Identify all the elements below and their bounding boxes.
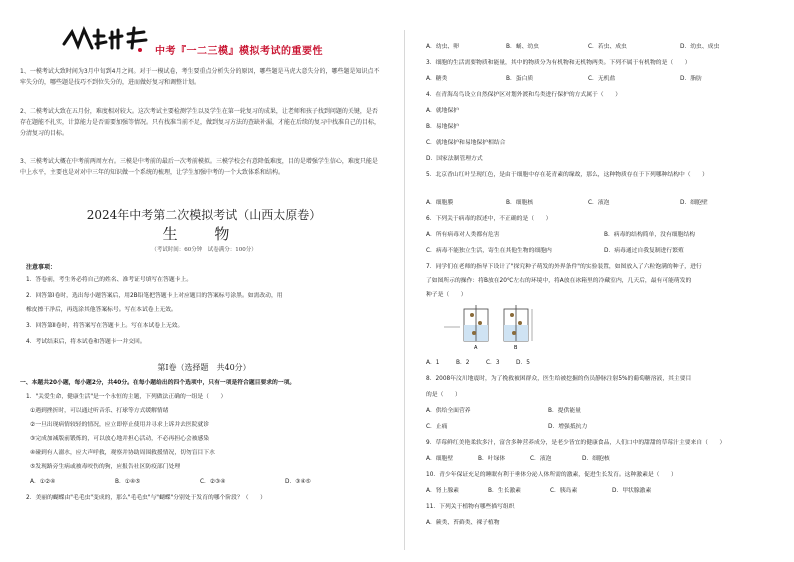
notice-heading: 注意事项：: [26, 264, 57, 271]
question-4: 4．在青海岛鸟设立自然保护区对划外渡和鸟类进行保护的方式属于（ ）: [426, 92, 621, 98]
q1-option-d[interactable]: D．③④⑤: [285, 479, 311, 485]
question-7-line: 了如图所示的操作：将B放在20℃左右的环境中，将A放在冰箱里的冷藏室内，几天后，最有可能萌发的: [426, 278, 692, 284]
q1-statement: ②一旦出现病情较轻的情况，应立即停止使用并寻求上诉并去医院就诊: [30, 422, 210, 428]
q7-option-d[interactable]: D．5: [516, 360, 530, 366]
section-description: 一、本题共20小题，每小题2分，共40分。在每小题给出的四个选项中，只有一项是符合题目要求的一项。: [20, 380, 296, 386]
question-5: 5．北京香山红叶呈现红色，是由于细胞中存在花青素的缘故，那么，这种物质存在于下列哪种结构中（ ）: [426, 172, 708, 178]
beaker-diagram-icon: [444, 303, 544, 351]
q6-option-c[interactable]: C．病毒不能独立生活，寄生在其他生物的细胞内: [426, 248, 552, 254]
q2-option-b[interactable]: B．蛹、幼虫: [506, 44, 539, 50]
q3-option-c[interactable]: C．无机盐: [588, 76, 616, 82]
q1-statement: ①遇到挫折时，可以通过听音乐、打球等方式缓解情绪: [30, 408, 169, 414]
q1-option-a[interactable]: A．①②④: [30, 479, 56, 485]
q7-option-a[interactable]: A．1: [426, 360, 440, 366]
seed-germination-figure: [444, 303, 544, 351]
question-8-line: 的是（ ）: [426, 392, 461, 398]
q1-option-b[interactable]: B．①④⑤: [115, 479, 141, 485]
question-7-line: 7．同学们在老师的指导下设计了"探究种子萌发的外界条件"的实验装置，如图放入了六粒饱满的种子，进行: [426, 264, 702, 270]
q5-option-a[interactable]: A．细胞膜: [426, 200, 454, 206]
question-6: 6．下列关于病毒的叙述中，不正确的是（ ）: [426, 216, 552, 222]
q4-option-b[interactable]: B．易地保护: [426, 124, 459, 130]
q10-option-d[interactable]: D．甲状腺激素: [612, 488, 652, 494]
question-9: 9．草莓鲜红美艳柔软多汁，富含多种营养成分，是老少皆宜的健康食品，人们口中的甜甜的草莓汁主要来自（ ）: [426, 440, 726, 446]
intro-paragraph-1: 1、一模考试大致时间为3月中旬到4月之间。对于一模试卷，考生要重点分析失分的原因，哪些题是马虎大意失分的，哪些题是知识点不牢失分的，哪些题是技巧不到位失分的，进而做好复习和调整计划。: [20, 68, 380, 86]
q9-option-c[interactable]: C．液泡: [530, 456, 552, 462]
q9-option-d[interactable]: D．细胞核: [582, 456, 610, 462]
question-8-line: 8．2008年汶川地震时，为了挽救被困群众，医生给被挖掘的伤员静脉注射5%的葡萄糖溶液，其主要目: [426, 376, 692, 382]
q7-option-c[interactable]: C．3: [486, 360, 500, 366]
subject-title: 生 物: [162, 225, 246, 243]
q8-option-c[interactable]: C．止痛: [426, 424, 448, 430]
q4-option-d[interactable]: D．国家法制管理方式: [426, 156, 483, 162]
column-divider: [404, 30, 405, 550]
question-10: 10．青少年保证充足的睡眠有利于垂体分泌人体所需的激素，促进生长发育。这种激素是（ ）: [426, 472, 677, 478]
q2-option-c[interactable]: C．若虫、成虫: [588, 44, 627, 50]
notice-item: 橡皮擦干净后，再选涂其他答案标号。写在本试卷上无效。: [26, 307, 177, 313]
q10-option-c[interactable]: C．胰岛素: [550, 488, 578, 494]
q1-statement: ③完成加减版前锻炼的，可以放心地并担心活动，不必再担心会被感染: [30, 436, 210, 442]
q2-option-d[interactable]: D．幼虫、成虫: [680, 44, 720, 50]
q4-option-c[interactable]: C．就地保护和易地保护相结合: [426, 140, 506, 146]
section-heading: 第Ⅰ卷（选择题 共40分）: [157, 363, 251, 372]
q1-statement: ⑤发现路旁生病或被毒咬伤的狗，应报告社区防疫部门处理: [30, 464, 181, 470]
notice-item: 4．考试结束后，将本试卷和答题卡一并交回。: [26, 339, 146, 345]
exam-meta: （考试时间：60分钟 试卷满分：100分）: [151, 247, 257, 253]
question-1: 1．"关爱生命，健康生活"是一个永恒的主题，下列做法正确的一组是（ ）: [26, 394, 227, 400]
question-2: 2．美丽的蝴蝶由"毛毛虫"变成的，那么"毛毛虫"与"蝴蝶"分别处于发育的哪个阶段？（ ）: [26, 495, 266, 501]
q3-option-b[interactable]: B．蛋白质: [506, 76, 534, 82]
header-banner: 中考『一二三模』模拟考试的重要性: [155, 46, 323, 57]
question-7-line: 种子是（ ）: [426, 292, 467, 298]
figure-label-b: B: [514, 345, 518, 351]
q8-option-a[interactable]: A．供给全面营养: [426, 408, 471, 414]
q9-option-b[interactable]: B．叶绿体: [478, 456, 506, 462]
q10-option-b[interactable]: B．生长激素: [488, 488, 521, 494]
q1-option-c[interactable]: C．②③④: [200, 479, 226, 485]
q9-option-a[interactable]: A．细胞壁: [426, 456, 454, 462]
logo-icon: [60, 22, 150, 56]
q6-option-b[interactable]: B．病毒的结构简单，没有细胞结构: [604, 232, 695, 238]
q3-option-a[interactable]: A．糖类: [426, 76, 448, 82]
q8-option-d[interactable]: D．增强抵抗力: [548, 424, 588, 430]
question-3: 3．细胞的生活需要物质和能量，其中的物质分为有机物和无机物两类。下列不属于有机物的是（ ）: [426, 60, 691, 66]
notice-item: 2．回答第Ⅰ卷时，选出每小题答案后，用2B铅笔把答题卡上对应题目的答案标号涂黑。如需改动，用: [26, 293, 283, 299]
q2-option-a[interactable]: A．幼虫、卵: [426, 44, 459, 50]
intro-paragraph-3: 3、三模考试大概在中考前两周左右。三模是中考前的最后一次考前模拟。三模学校会有意降低难度，目的是增强学生信心，难度只能是中上水平，主要也是对对中三年的知识做一个系统的梳理，让学生加强中考的一个大致体系和结构。: [20, 158, 378, 176]
q4-option-a[interactable]: A．就地保护: [426, 108, 459, 114]
q10-option-a[interactable]: A．肾上腺素: [426, 488, 459, 494]
q5-option-c[interactable]: C．液泡: [588, 200, 610, 206]
q8-option-b[interactable]: B．提供能量: [548, 408, 581, 414]
q5-option-b[interactable]: B．细胞核: [506, 200, 534, 206]
q5-option-d[interactable]: D．细胞壁: [680, 200, 708, 206]
notice-item: 1．答卷前，考生务必将自己的姓名、准考证号填写在答题卡上。: [26, 277, 193, 283]
q3-option-d[interactable]: D．脂肪: [680, 76, 702, 82]
q7-option-b[interactable]: B．2: [456, 360, 470, 366]
notice-item: 3．回答第Ⅱ卷时，将答案写在答题卡上。写在本试卷上无效。: [26, 323, 184, 329]
intro-paragraph-2: 2、二模考试大致在五月份，难度相对较大。这次考试主要检测学生以及学生在第一轮复习的成果，让老师和孩子找到问题的关键，是否存在题能不扎实，计算能力是否需要加强等情况。只有找准当前不足，做到复习方法的查缺补漏，才能在后续的复习中找准自己的目标，分清复习的目标。: [20, 108, 381, 137]
q6-option-d[interactable]: D．病毒通过自我复制进行繁殖: [604, 248, 684, 254]
q6-option-a[interactable]: A．所有病毒对人类都有危害: [426, 232, 500, 238]
figure-label-a: A: [474, 345, 478, 351]
q1-statement: ④碰到有人溺水，应大声呼救，观察并协助周围救援情况，切勿盲目下水: [30, 450, 215, 456]
exam-title: 2024年中考第二次模拟考试（山西太原卷）: [86, 208, 322, 222]
question-11: 11．下列关于植物有哪些描写组织: [426, 504, 515, 510]
logo: [60, 22, 150, 56]
q11-option-a[interactable]: A．蕨类、苔藓类、裸子植物: [426, 520, 500, 526]
